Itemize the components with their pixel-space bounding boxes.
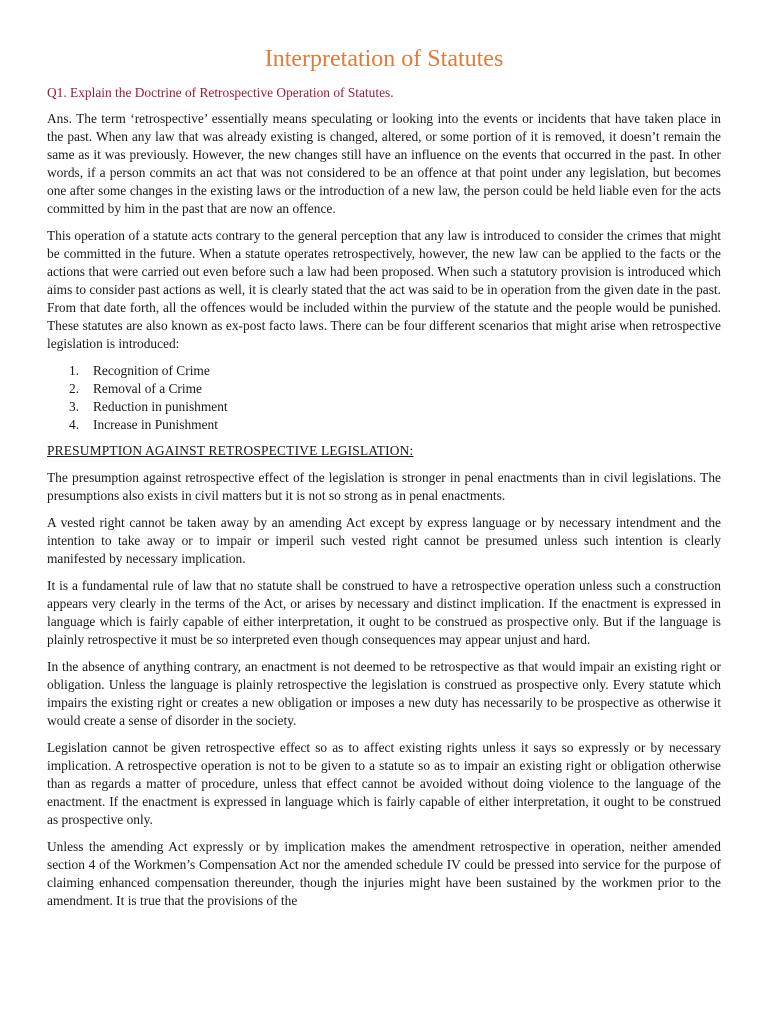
list-number: 1. (69, 363, 80, 378)
document-page (47, 44, 721, 919)
list-number: 4. (69, 417, 80, 432)
paragraph-existing-rights: Legislation cannot be given retrospective effect so as to affect existing rights unless it says so expressly or by necessary implication. A retrospective operation is not to be given to a statute so as to impair an existing right or obligation otherwise than as regards a matter of procedure, unless that effect cannot be avoided without doing violence to the language of the enactment. If the enactment is expressed in language which is fairly capable of either interpretation, it ought to be construed as prospective only. (47, 740, 721, 827)
section-heading: PRESUMPTION AGAINST RETROSPECTIVE LEGISLATION: (47, 443, 414, 458)
paragraph-absence-contrary: In the absence of anything contrary, an enactment is not deemed to be retrospective as that would impair an existing right or obligation. Unless the language is plainly retrospective the legislation is construed as prospective only. Every statute which impairs the existing right or creates a new obligation or imposes a new duty has necessarily to be prospective as otherwise it would create a sense of disorder in the society. (47, 659, 721, 728)
list-item (47, 380, 721, 398)
paragraph-answer-intro: Ans. The term ‘retrospective’ essentially means speculating or looking into the events or incidents that have taken place in the past. When any law that was already existing is changed, altered, or some portion of it is removed, it doesn’t remain the same as it was previously. However, the new changes still have an influence on the events that occurred in the past. In other words, if a person commits an act that was not considered to be an offence at that point under any legislation, but becomes one after some changes in the existing laws or the introduction of a new law, the person could be held liable even for the acts committed by him in the past that are now an offence. (47, 111, 721, 216)
question-heading: Q1. Explain the Doctrine of Retrospective Operation of Statutes. (47, 85, 394, 100)
list-text: Reduction in punishment (93, 399, 228, 414)
list-item (47, 398, 721, 416)
list-text: Recognition of Crime (93, 363, 210, 378)
list-number: 2. (69, 381, 80, 396)
list-item (47, 416, 721, 434)
paragraph-vested-right: A vested right cannot be taken away by an amending Act except by express language or by necessary intendment and the intention to take away or to impair or imperil such vested right cannot be presumed unless such intention is clearly manifested by necessary implication. (47, 515, 721, 566)
list-number: 3. (69, 399, 80, 414)
list-item (47, 362, 721, 380)
paragraph-fundamental-rule: It is a fundamental rule of law that no statute shall be construed to have a retrospective operation unless such a construction appears very clearly in the terms of the Act, or arises by necessary and distinct implication. If the enactment is expressed in language which is fairly capable of either interpretation, it ought to be construed as prospective only. But if the language is plainly retrospective it must be so interpreted even though consequences may appear unjust and hard. (47, 578, 721, 647)
paragraph-statute-operation: This operation of a statute acts contrary to the general perception that any law is introduced to consider the crimes that might be committed in the future. When a statute operates retrospectively, however, the new law can be applied to the facts or the actions that were carried out even before such a law had been proposed. When such a statutory provision is introduced which aims to consider past actions as well, it is clearly stated that the act was said to be in operation from the given date in the past. From that date forth, all the offences would be included within the purview of the statute and the people would be punished. These statutes are also known as ex-post facto laws. There can be four different scenarios that might arise when retrospective legislation is introduced: (47, 228, 721, 351)
document-title: Interpretation of Statutes (264, 46, 504, 72)
paragraph-amending-act: Unless the amending Act expressly or by implication makes the amendment retrospective in operation, neither amended section 4 of the Workmen’s Compensation Act nor the amended schedule IV could be pressed into service for the purpose of claiming enhanced compensation thereunder, though the injuries might have been sustained by the workmen prior to the amendment. It is true that the provisions of the (47, 839, 721, 908)
paragraph-penal-presumption: The presumption against retrospective effect of the legislation is stronger in penal enactments than in civil legislations. The presumptions also exists in civil matters but it is not so strong as in penal enactments. (47, 470, 721, 503)
list-text: Removal of a Crime (93, 381, 202, 396)
list-text: Increase in Punishment (93, 417, 218, 432)
scenario-list (47, 362, 721, 434)
